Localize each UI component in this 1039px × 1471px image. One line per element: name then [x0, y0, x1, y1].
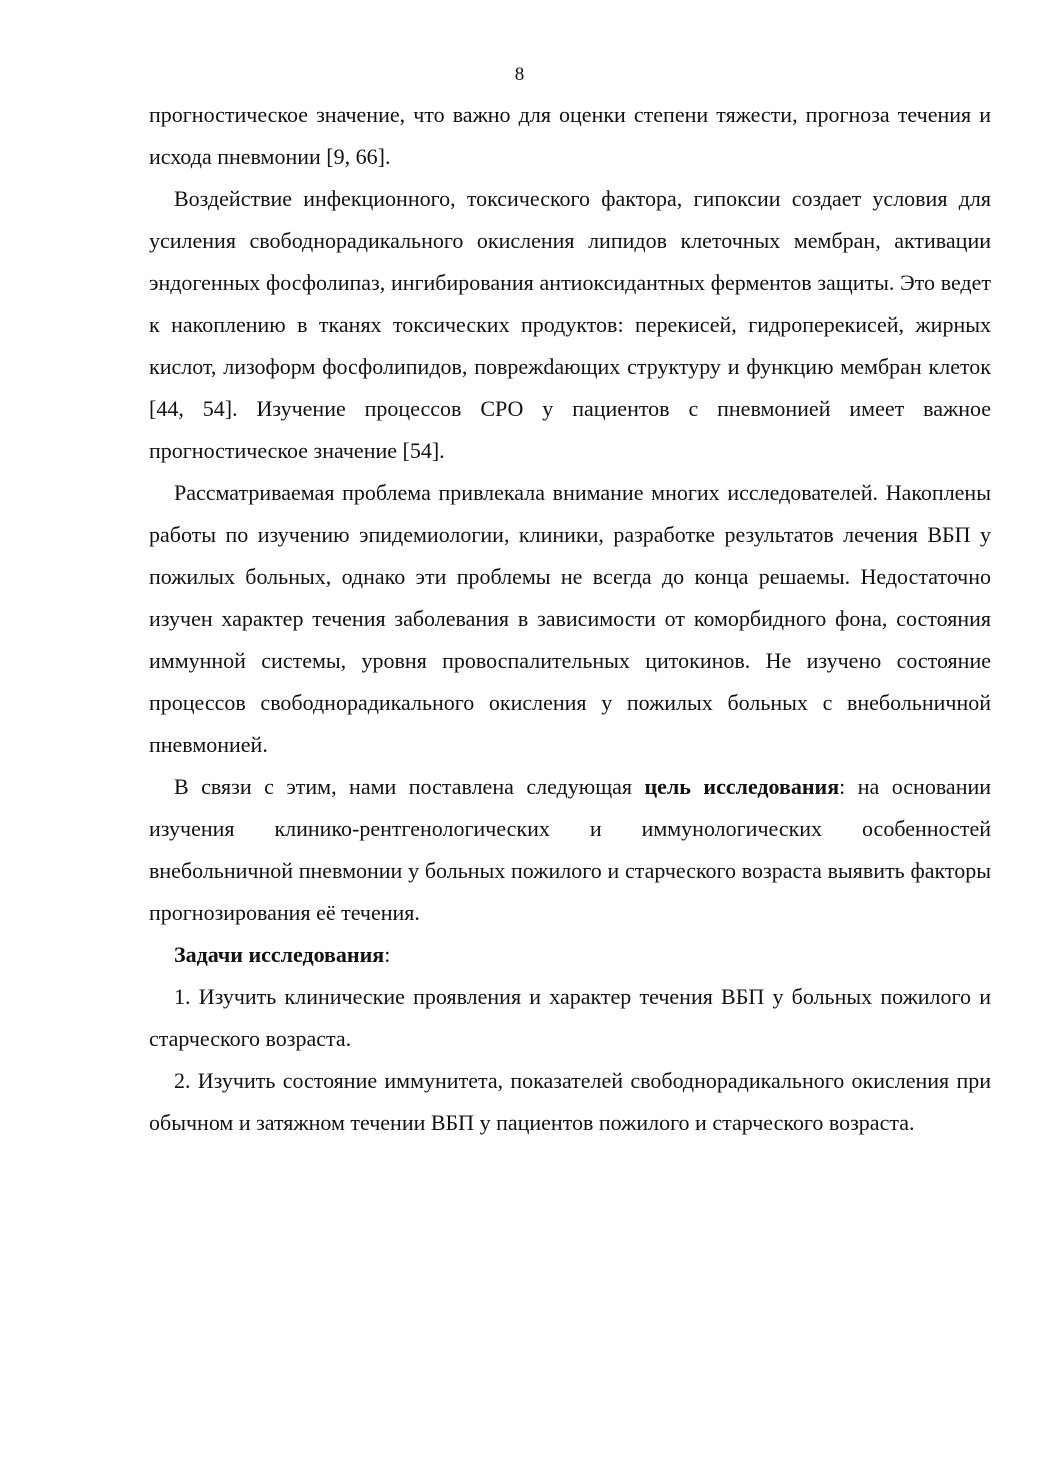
goal-body-text: : на основании изучения клинико-рентгенологических и иммунологических особенностей внебольничной пневмонии у больных пожилого и старческого возраста выявить факторы прогнозирования её течения. [149, 774, 992, 925]
paragraph-research-goal [149, 766, 991, 934]
document-body [149, 94, 991, 1144]
paragraph-oxidation: Воздействие инфекционного, токсического фактора, гипоксии создает условия для усиления свободнорадикального окисления липидов клеточных мембран, активации эндогенных фосфолипаз, ингибирования антиоксидантных ферментов защиты. Это ведет к накоплению в тканях токсических продуктов: перекисей, гидроперекисей, жирных кислот, лизоформ фосфолипидов, поврежdающих структуру и функцию мембран клеток [44, 54]. Изучение процессов СРО у пациентов с пневмонией имеет важное прогностическое значение [54]. [149, 186, 991, 463]
task-item-1: 1. Изучить клинические проявления и характер течения ВБП у больных пожилого и старческого возраста. [149, 984, 991, 1051]
paragraph-problem: Рассматриваемая проблема привлекала внимание многих исследователей. Накоплены работы по изучению эпидемиологии, клиники, разработке результатов лечения ВБП у пожилых больных, однако эти проблемы не всегда до конца решаемы. Недостаточно изучен характер течения заболевания в зависимости от коморбидного фона, состояния иммунной системы, уровня провоспалительных цитокинов. Не изучено состояние процессов свободнорадикального окисления у пожилых больных с внебольничной пневмонией. [149, 480, 991, 757]
task-item-2: 2. Изучить состояние иммунитета, показателей свободнорадикального окисления при обычном и затяжном течении ВБП у пациентов пожилого и старческого возраста. [149, 1068, 991, 1135]
goal-bold-term: цель исследования [644, 774, 840, 799]
tasks-heading [149, 934, 991, 976]
tasks-heading-bold: Задачи исследования [174, 942, 385, 967]
goal-intro-text: В связи с этим, нами поставлена следующая [174, 774, 645, 799]
tasks-heading-colon: : [384, 942, 391, 967]
page-number: 8 [514, 64, 525, 85]
paragraph-continuation: прогностическое значение, что важно для оценки степени тяжести, прогноза течения и исхода пневмонии [9, 66]. [149, 102, 991, 169]
